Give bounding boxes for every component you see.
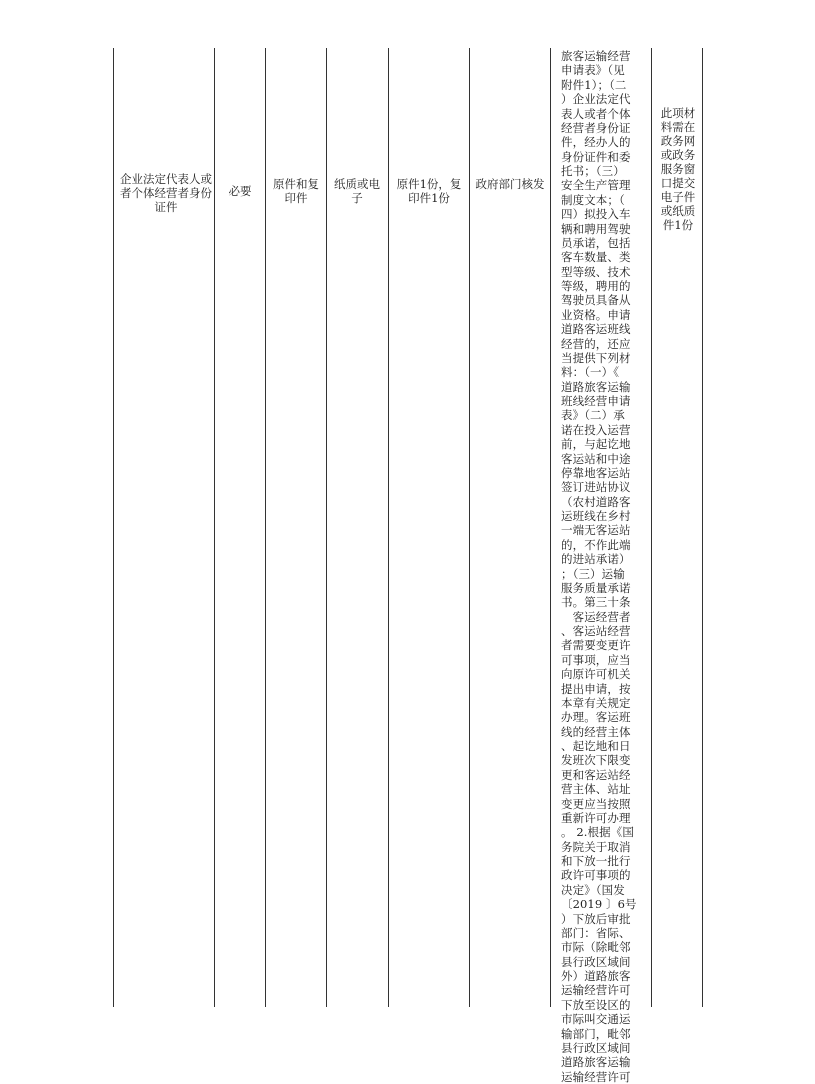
cell-material-name: 企业法定代表人或者个体经营者身份证件 (120, 172, 212, 214)
legal-basis-line: 者需要变更许 (561, 638, 631, 653)
legal-basis-line: 一端无客运站 (561, 523, 631, 538)
cell-quantity: 原件1份，复印件1份 (396, 177, 462, 205)
cell-source: 政府部门核发 (475, 177, 545, 191)
legal-basis-line: 经营者身份证 (561, 120, 631, 135)
table-divider-3 (326, 48, 327, 1007)
legal-basis-line: 发班次下限变 (561, 753, 631, 768)
legal-basis-line: 附件1）；（二 (561, 77, 627, 92)
cell-required: 必要 (228, 184, 252, 198)
legal-basis-line: 县行政区域间 (561, 1040, 631, 1055)
legal-basis-line: 托书；（三） (561, 164, 625, 178)
legal-basis-line: 件，经办人的 (561, 135, 631, 150)
legal-basis-line: 提出申请，按 (561, 681, 631, 696)
legal-basis-line: 政许可事项的 (561, 868, 631, 883)
legal-basis-line: 市际叫交通运 (561, 1012, 631, 1027)
legal-basis-line: 签订进站协议 (561, 480, 631, 495)
legal-basis-line: 外）道路旅客 (561, 969, 631, 983)
table-divider-7 (651, 48, 652, 1007)
cell-legal-basis (561, 49, 645, 1084)
legal-basis-line: 重新许可办理 (561, 810, 631, 825)
legal-basis-line: 停靠地客运站 (561, 465, 631, 480)
table-divider-6 (550, 48, 551, 1007)
table-border-left (113, 48, 114, 1007)
legal-basis-line: 运输经营许可 (561, 1069, 631, 1084)
legal-basis-line: 当提供下列材 (561, 350, 631, 365)
legal-basis-line: 〔2019 〕6号 (561, 897, 637, 912)
legal-basis-line: 运输经营许可 (561, 983, 631, 998)
legal-basis-line: 市际（除毗邻 (561, 940, 631, 955)
cell-material-form: 原件和复印件 (273, 177, 319, 205)
legal-basis-line: 型等级、技术 (561, 264, 631, 279)
legal-basis-line: 更和客运站经 (561, 767, 631, 782)
table-divider-2 (265, 48, 266, 1007)
cell-remark: 此项材料需在政务网或政务服务窗口提交电子件或纸质件1份 (660, 106, 696, 232)
legal-basis-line: 书。第三十条 (561, 595, 631, 610)
legal-basis-line: 表人或者个体 (561, 106, 631, 121)
legal-basis-line: 、客运站经营 (561, 624, 631, 638)
legal-basis-line: 辆和聘用驾驶 (561, 221, 631, 236)
legal-basis-line: 申请表》（见 (561, 63, 625, 78)
legal-basis-line: （农村道路客 (561, 494, 631, 509)
legal-basis-line: 员承诺，包括 (561, 235, 631, 250)
legal-basis-line: 等级，聘用的 (561, 279, 631, 293)
legal-basis-line: 业资格。申请 (561, 307, 631, 322)
legal-basis-line: 和下放一批行 (561, 854, 631, 868)
legal-basis-line: 道路客运班线 (561, 322, 631, 337)
legal-basis-line: ）下放后审批 (561, 911, 631, 926)
legal-basis-line: 身份证件和委 (561, 149, 631, 164)
legal-basis-line: 道路旅客运输 (561, 379, 631, 394)
legal-basis-line: 道路旅客运输 (561, 1055, 631, 1070)
legal-basis-line: 客运站和中途 (561, 451, 631, 466)
legal-basis-line: 旅客运输经营 (561, 49, 631, 63)
table-divider-4 (388, 48, 389, 1007)
legal-basis-line: 的进站承诺） (561, 552, 631, 567)
legal-basis-line: 县行政区域间 (561, 954, 631, 969)
legal-basis-line: ）企业法定代 (561, 92, 631, 107)
legal-basis-line: 制度文本；（ (561, 192, 625, 207)
legal-basis-line: 本章有关规定 (561, 695, 631, 710)
legal-basis-line: 料：（一）《 (561, 365, 620, 380)
legal-basis-line: 安全生产管理 (561, 178, 631, 193)
legal-basis-line: 下放至设区的 (561, 997, 631, 1012)
legal-basis-line: 运班线在乡村 (561, 509, 631, 523)
legal-basis-line: 客车数量、类 (561, 250, 631, 265)
legal-basis-line: 线的经营主体 (561, 724, 631, 739)
cell-carrier: 纸质或电子 (334, 177, 380, 205)
legal-basis-line: 。 2.根据《国 (561, 825, 634, 840)
legal-basis-line: 班线经营申请 (561, 394, 631, 408)
table-divider-5 (469, 48, 470, 1007)
legal-basis-line: 客运经营者 (561, 609, 631, 624)
legal-basis-line: 决定》（国发 (561, 882, 625, 897)
legal-basis-line: 向原许可机关 (561, 667, 631, 682)
legal-basis-line: 营主体、站址 (561, 782, 631, 797)
legal-basis-line: 经营的，还应 (561, 336, 631, 351)
legal-basis-line: 的，不作此端 (561, 537, 631, 552)
legal-basis-line: 驾驶员具备从 (561, 293, 631, 308)
legal-basis-line: 务院关于取消 (561, 839, 631, 854)
legal-basis-line: 服务质量承诺 (561, 580, 631, 595)
legal-basis-line: 诺在投入运营 (561, 422, 631, 437)
legal-basis-line: 可事项，应当 (561, 652, 631, 667)
table-border-right (702, 48, 703, 1007)
legal-basis-line: 表》（二）承 (561, 408, 625, 423)
legal-basis-line: ；（三）运输 (561, 566, 625, 581)
legal-basis-line: 四）拟投入车 (561, 207, 631, 222)
legal-basis-line: 办理。客运班 (561, 710, 631, 725)
legal-basis-line: 、起讫地和日 (561, 739, 631, 753)
legal-basis-line: 输部门，毗邻 (561, 1026, 631, 1041)
legal-basis-line: 前，与起讫地 (561, 437, 631, 452)
table-divider-1 (214, 48, 215, 1007)
legal-basis-line: 部门：省际、 (561, 925, 631, 940)
legal-basis-line: 变更应当按照 (561, 796, 631, 811)
